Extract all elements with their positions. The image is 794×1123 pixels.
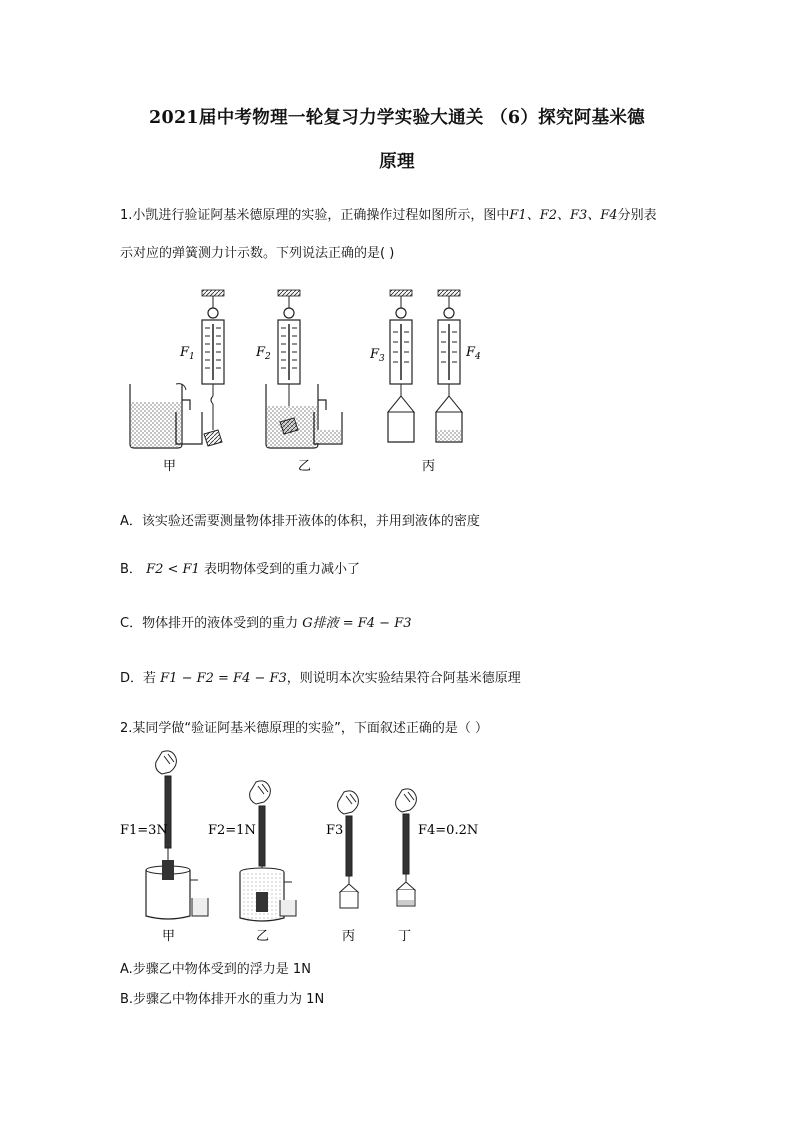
q1-figure (118, 284, 488, 476)
overflow-beaker-1 (130, 384, 190, 448)
q1-stem-line2: 示对应的弹簧测力计示数。下列说法正确的是( ) (120, 246, 395, 261)
page-title-line1: 2021届中考物理一轮复习力学实验大通关 （6）探究阿基米德 (149, 108, 645, 128)
hand-scale-3 (338, 791, 359, 908)
spring-scale-3 (388, 290, 414, 442)
q1-caption-3: 丙 (422, 459, 436, 474)
q1-option-b-expr: F2 < F1 (146, 562, 200, 577)
q2-figure (118, 748, 488, 946)
q2-force-label-4: F4=0.2N (418, 823, 479, 838)
stone-1 (204, 430, 222, 446)
hand-scale-1 (156, 751, 177, 860)
q2-beaker-2 (240, 868, 296, 921)
q1-option-c-text: C．物体排开的液体受到的重力 (120, 616, 299, 631)
q2-beaker-1 (146, 860, 208, 919)
spring-scale-2 (278, 290, 300, 418)
q2-caption-2: 乙 (256, 929, 270, 944)
q1-force-label-4: $F_4$ (466, 345, 481, 362)
q2-stem: 2.某同学做“验证阿基米德原理的实验”，下面叙述正确的是（ ） (120, 721, 489, 736)
q1-caption-1: 甲 (163, 459, 177, 474)
hand-scale-4 (396, 789, 417, 906)
q1-option-c-expr: G排液 = F4 − F3 (302, 616, 412, 631)
q1-caption-2: 乙 (298, 459, 312, 474)
spring-scale-4 (436, 290, 462, 442)
q2-force-label-3: F3 (326, 823, 344, 838)
q1-force-label-2: $F_2$ (256, 345, 271, 362)
q1-force-label-1: $F_1$ (180, 345, 195, 362)
q1-option-b-text: 表明物体受到的重力减小了 (203, 562, 360, 577)
page-title-line2: 原理 (379, 152, 415, 172)
q1-option-b-prefix: B． (120, 562, 142, 577)
q2-force-label-1: F1=3N (120, 823, 168, 838)
q1-option-d-prefix: D．若 (120, 671, 157, 686)
q1-option-d-expr: F1 − F2 = F4 − F3 (160, 671, 287, 686)
q1-stem-text-b: 分别表 (617, 208, 657, 223)
q1-forces-list: F1、F2、F3、F4 (509, 208, 618, 223)
q1-option-a: A．该实验还需要测量物体排开液体的体积，并用到液体的密度 (120, 514, 480, 529)
q1-option-b (120, 558, 360, 577)
q2-option-a: A.步骤乙中物体受到的浮力是 1N (120, 962, 311, 977)
spring-scale-1 (202, 290, 224, 430)
q2-caption-4: 丁 (398, 929, 412, 944)
q2-option-b: B.步骤乙中物体排开水的重力为 1N (120, 992, 325, 1007)
q2-caption-1: 甲 (162, 929, 176, 944)
q1-option-d-text: ，则说明本次实验结果符合阿基米德原理 (286, 671, 521, 686)
q1-option-d (120, 667, 521, 686)
q1-stem-line1 (120, 204, 657, 223)
q2-force-label-2: F2=1N (208, 823, 256, 838)
q2-caption-3: 丙 (342, 929, 356, 944)
q1-stem-text: 1.小凯进行验证阿基米德原理的实验，正确操作过程如图所示，图中 (120, 208, 510, 223)
q1-option-c (120, 612, 412, 631)
q1-force-label-3: $F_3$ (370, 347, 385, 364)
